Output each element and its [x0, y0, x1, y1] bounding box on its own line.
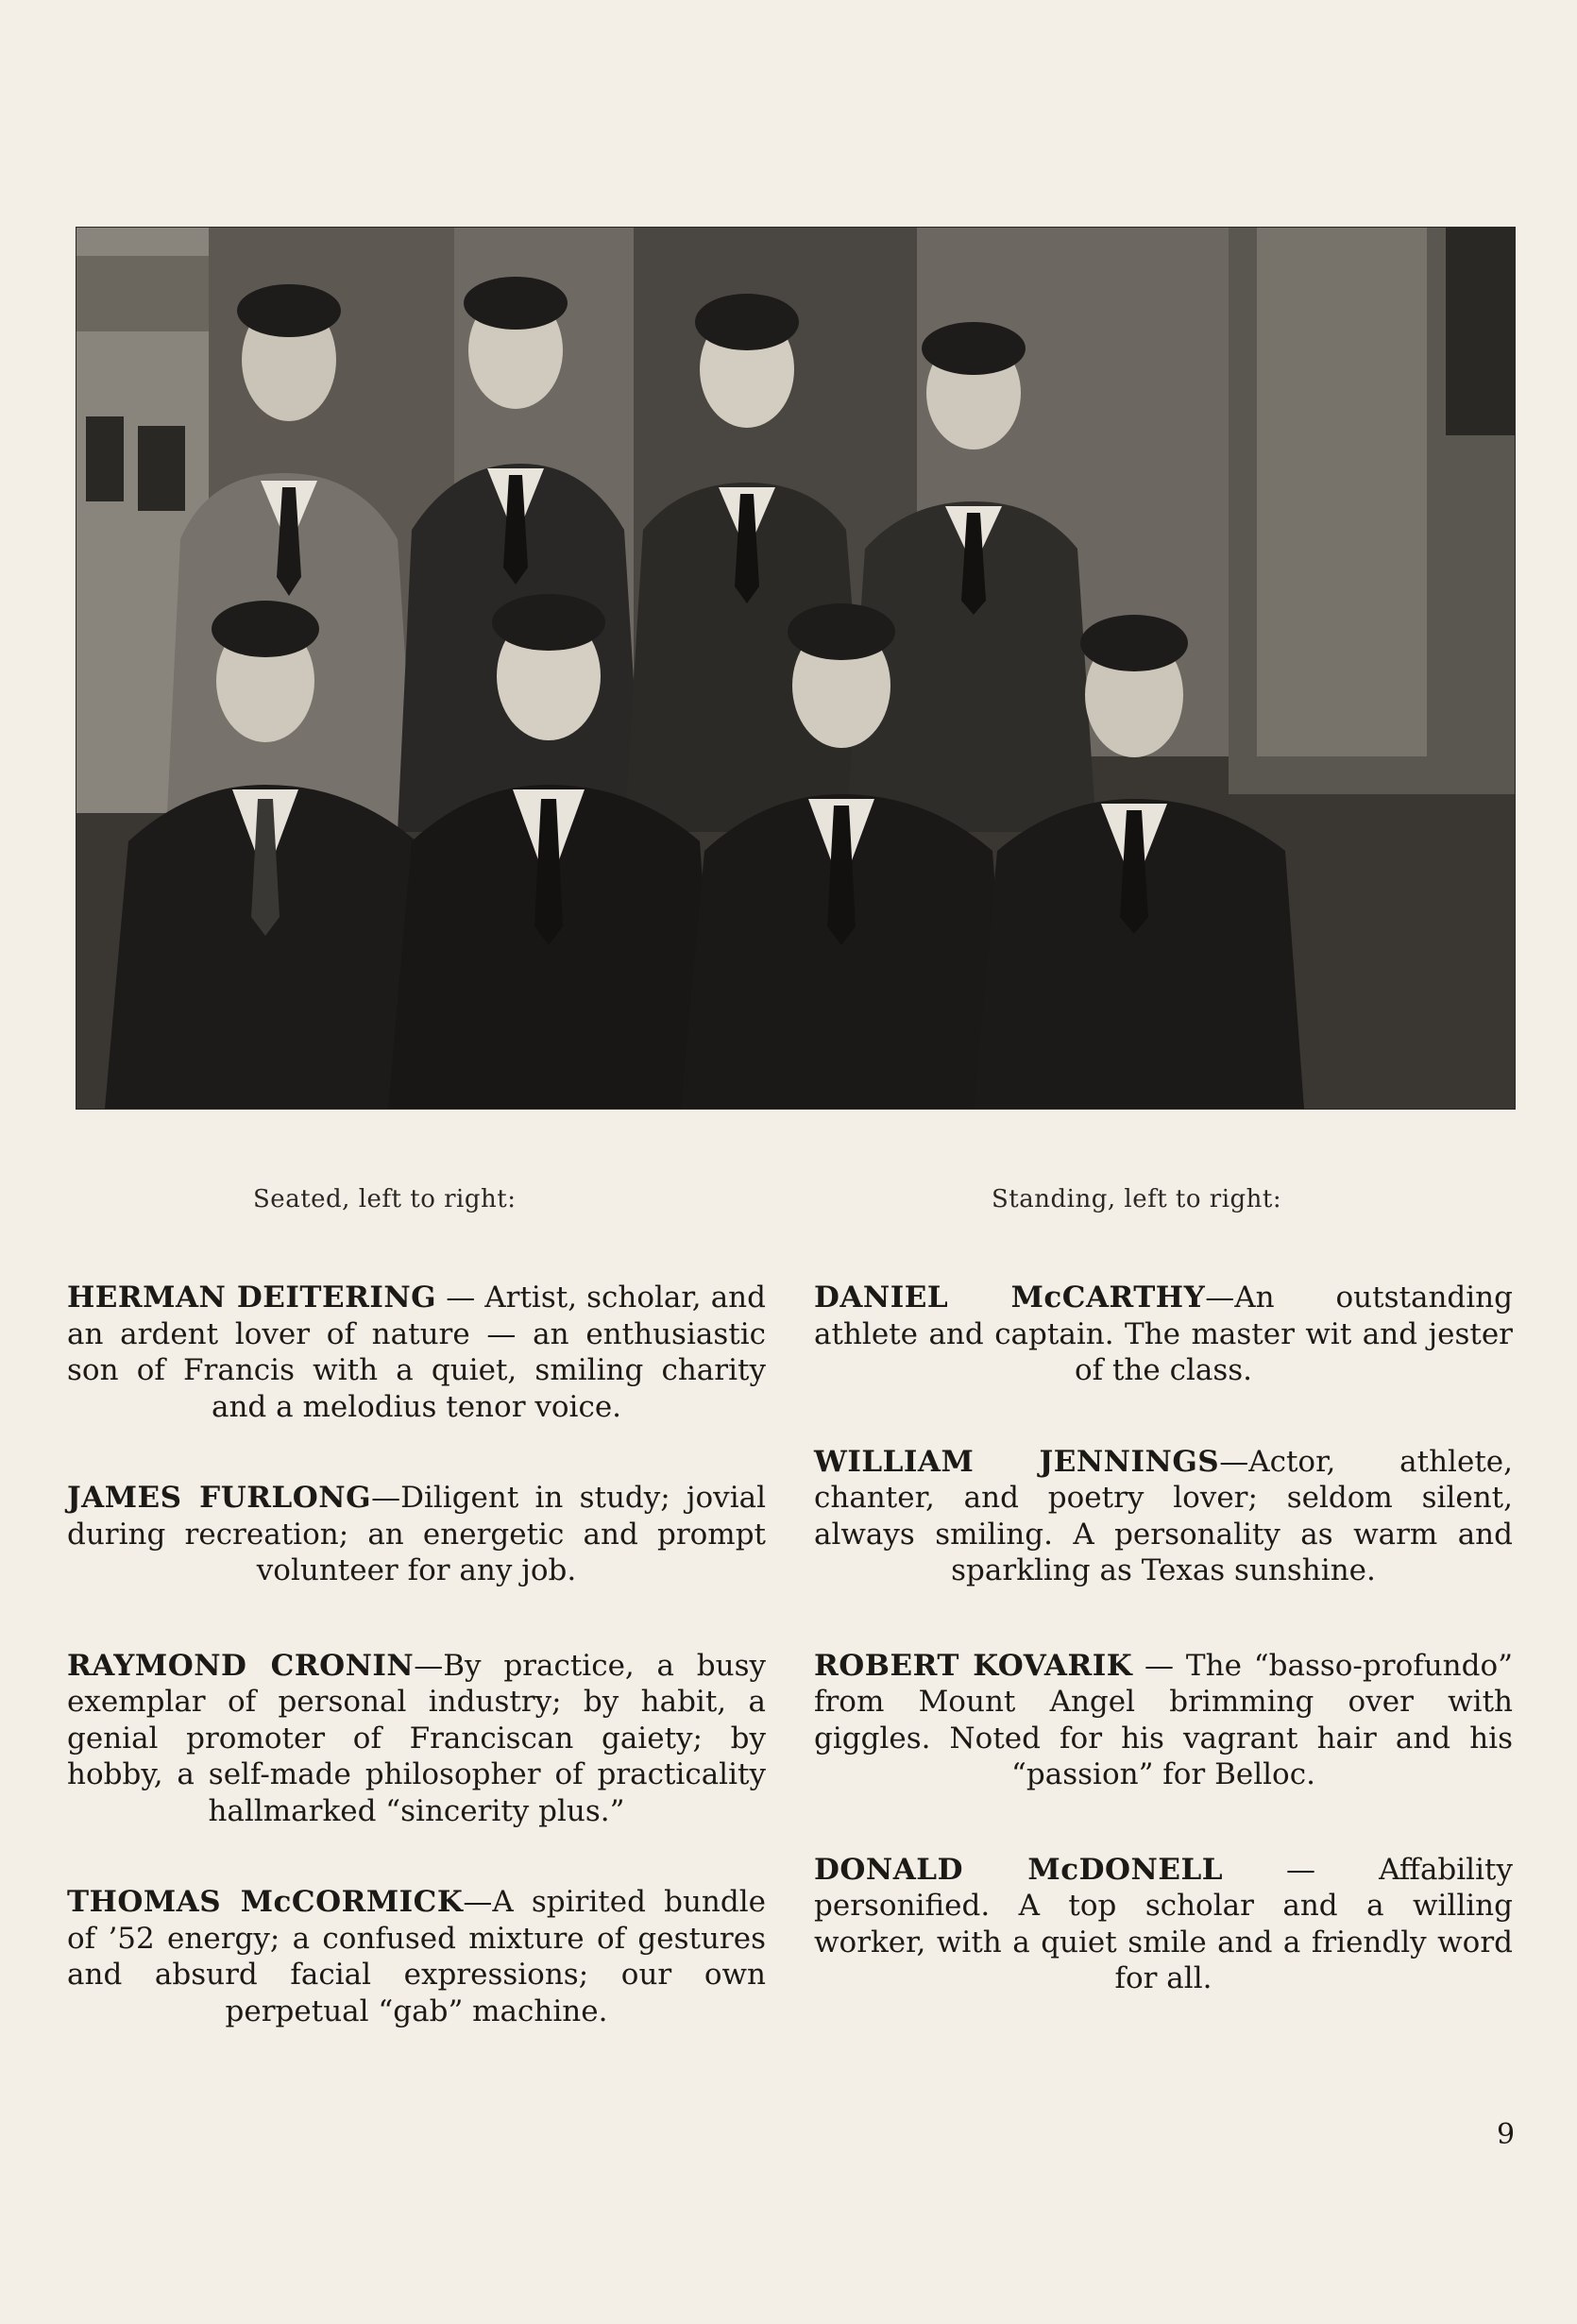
standing-caption: Standing, left to right: — [992, 1185, 1282, 1213]
bio-text: Artist, scholar, and an ardent lover of nature — an enthusiastic son of Francis with a quiet, smiling charity and a melodius tenor voice. — [67, 1281, 766, 1424]
bio-entry: THOMAS McCORMICK—A spirited bundle of ’52 energy; a confused mixture of gestures and absurd facial expressions; our own perpetual “gab” machine. — [67, 1885, 766, 2028]
bio-text: Diligent in study; jovial during recreation; an energetic and prompt volunteer for any job. — [67, 1481, 767, 1587]
bio-entry: WILLIAM JENNINGS—Actor, athlete, chanter, and poetry lover; seldom silent, always smiling. A personality as warm and sparkling as Texas sunshine. — [814, 1444, 1513, 1587]
bio-text: Actor, athlete, chanter, and poetry lover; seldom silent, always smiling. A personality as warm and sparkling as Texas sunshine. — [814, 1444, 1513, 1587]
bio-name: JAMES FURLONG — [67, 1481, 372, 1515]
bio-entry: HERMAN DEITERING — Artist, scholar, and an ardent lover of nature — an enthusiastic son of Francis with a quiet, smiling charity and a melodius tenor voice. — [67, 1281, 766, 1424]
bio-text: An outstanding athlete and captain. The master wit and jester of the class. — [814, 1281, 1513, 1387]
bio-name: RAYMOND CRONIN — [67, 1648, 415, 1683]
bio-entry: JAMES FURLONG—Diligent in study; jovial during recreation; an energetic and prompt volunteer for any job. — [67, 1481, 767, 1587]
bio-name: HERMAN DEITERING — [67, 1281, 437, 1315]
page-number: 9 — [1497, 2118, 1516, 2151]
group-photo-icon — [76, 228, 1515, 1109]
left-bio-column — [67, 1280, 766, 2029]
bio-name: DANIEL McCARTHY — [814, 1281, 1206, 1315]
bio-entry: ROBERT KOVARIK — The “basso-profundo” from Mount Angel brimming over with giggles. Noted for his vagrant hair and his “passion” for Belloc. — [814, 1648, 1513, 1791]
seated-caption: Seated, left to right: — [253, 1185, 517, 1213]
bio-name: THOMAS McCORMICK — [67, 1885, 464, 1919]
bio-text: A spirited bundle of ’52 energy; a confused mixture of gestures and absurd facial expressions; our own perpetual “gab” machine. — [67, 1885, 766, 2028]
group-photo — [76, 227, 1516, 1110]
bio-text: The “basso-profundo” from Mount Angel brimming over with giggles. Noted for his vagrant hair and his “passion” for Belloc. — [814, 1648, 1513, 1791]
bio-name: WILLIAM JENNINGS — [814, 1444, 1220, 1479]
bio-text: Affability personified. A top scholar and a willing worker, with a quiet smile and a friendly word for all. — [814, 1852, 1513, 1995]
bio-name: ROBERT KOVARIK — [814, 1648, 1133, 1683]
bio-text: By practice, a busy exemplar of personal industry; by habit, a genial promoter of Franciscan gaiety; by hobby, a self-made philosopher of practicality hallmarked “sincerity plus.” — [67, 1648, 767, 1828]
bio-entry: RAYMOND CRONIN—By practice, a busy exemplar of personal industry; by habit, a genial promoter of Franciscan gaiety; by hobby, a self-made philosopher of practicality hallmarked “sincerity plus.” — [67, 1648, 767, 1828]
bio-entry: DONALD McDONELL — Affability personified. A top scholar and a willing worker, with a quiet smile and a friendly word for all. — [814, 1852, 1513, 1995]
bio-entry: DANIEL McCARTHY—An outstanding athlete and captain. The master wit and jester of the class. — [814, 1281, 1513, 1387]
right-bio-column — [814, 1280, 1513, 1997]
bio-name: DONALD McDONELL — [814, 1852, 1224, 1887]
